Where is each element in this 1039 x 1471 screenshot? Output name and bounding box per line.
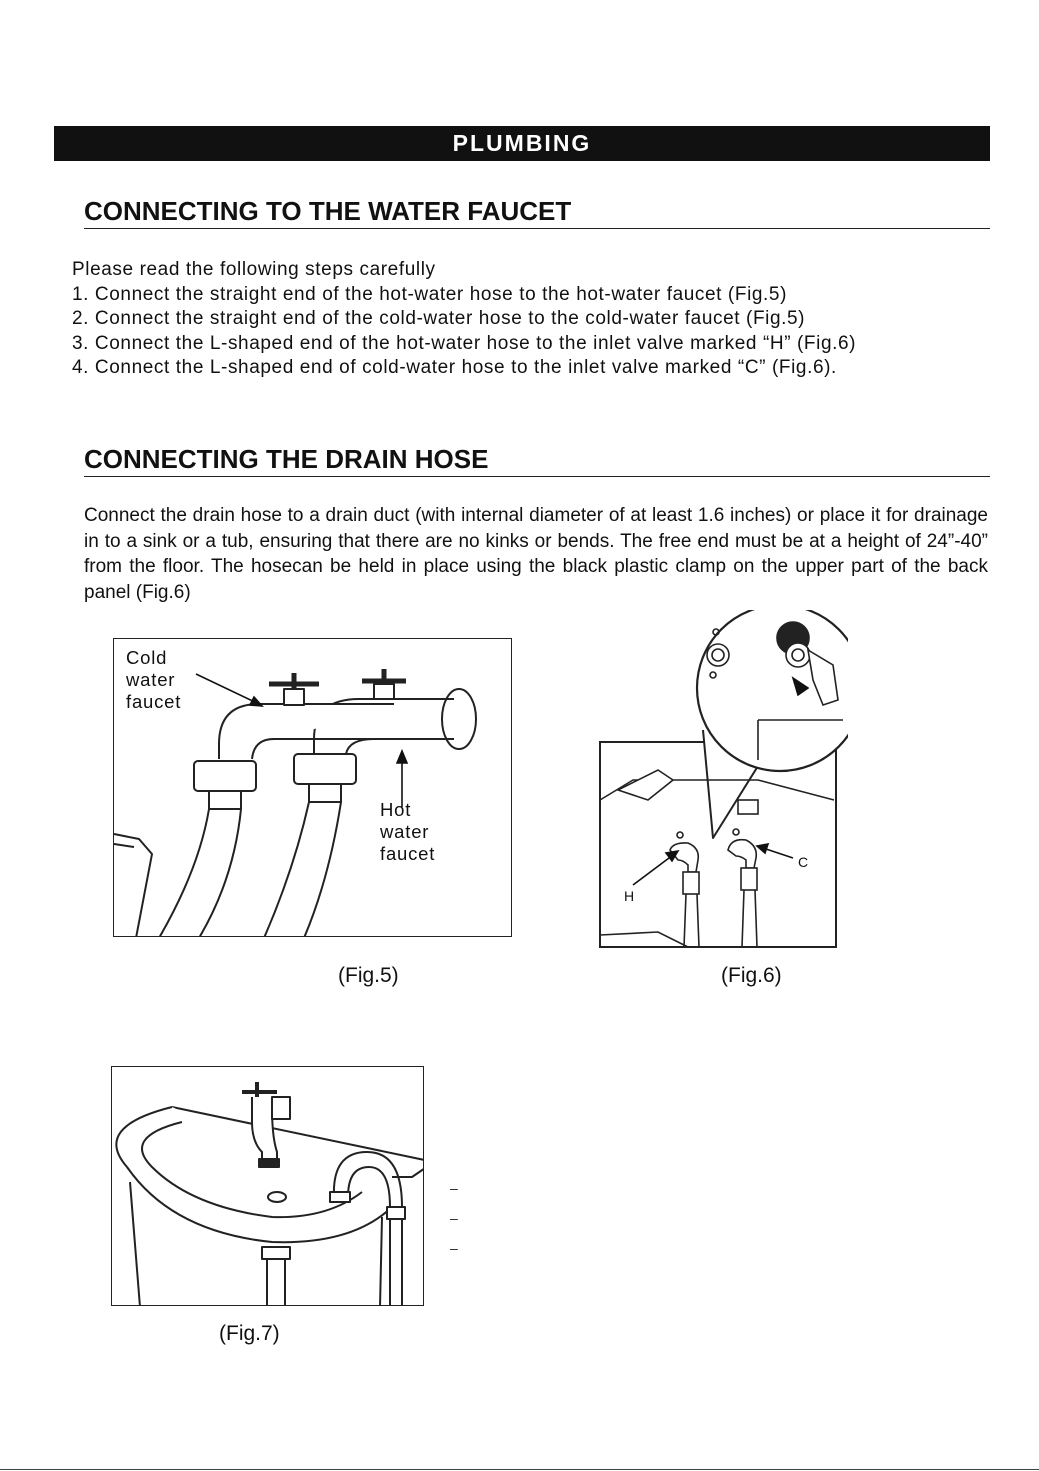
inlet-valves-drawing (598, 610, 848, 950)
fig6-caption: (Fig.6) (721, 964, 782, 987)
dash-mark: – (450, 1210, 458, 1226)
fig6-illustration (598, 610, 848, 950)
dash-mark: – (450, 1180, 458, 1196)
faucet-steps (72, 258, 1002, 381)
sink-drain-drawing (112, 1067, 424, 1306)
step-item: 3. Connect the L-shaped end of the hot-water hose to the inlet valve marked “H” (Fig.6) (72, 332, 857, 354)
water-faucet-heading: CONNECTING TO THE WATER FAUCET (84, 196, 990, 229)
h-valve-label: H (624, 888, 635, 904)
drain-hose-paragraph: Connect the drain hose to a drain duct (with internal diameter of at least 1.6 inches) or place it for drainage in to a sink or a tub, ensuring that there are no kinks or bends. The free end must be at a height of 24”-40” from the floor. The hosecan be held in place using the black plastic clamp on the upper part of the back panel (Fig.6) (84, 505, 988, 603)
drain-hose-heading: CONNECTING THE DRAIN HOSE (84, 444, 990, 477)
page-bottom-rule (0, 1469, 1039, 1470)
fig7-illustration (111, 1066, 424, 1306)
step-item: 2. Connect the straight end of the cold-water hose to the cold-water faucet (Fig.5) (72, 308, 806, 330)
hot-water-faucet-label: Hot water faucet (380, 799, 436, 864)
step-item: 4. Connect the L-shaped end of cold-water hose to the inlet valve marked “C” (Fig.6). (72, 357, 837, 379)
fig7-caption: (Fig.7) (219, 1322, 280, 1345)
dash-mark: – (450, 1240, 458, 1256)
steps-intro: Please read the following steps carefully (72, 259, 436, 280)
cold-water-faucet-label: Cold water faucet (126, 647, 182, 712)
fig5-caption: (Fig.5) (338, 964, 399, 987)
c-valve-label: C (798, 854, 809, 870)
step-item: 1. Connect the straight end of the hot-water hose to the hot-water faucet (Fig.5) (72, 283, 788, 305)
fig5-illustration (113, 638, 512, 937)
section-banner: PLUMBING (54, 126, 990, 161)
